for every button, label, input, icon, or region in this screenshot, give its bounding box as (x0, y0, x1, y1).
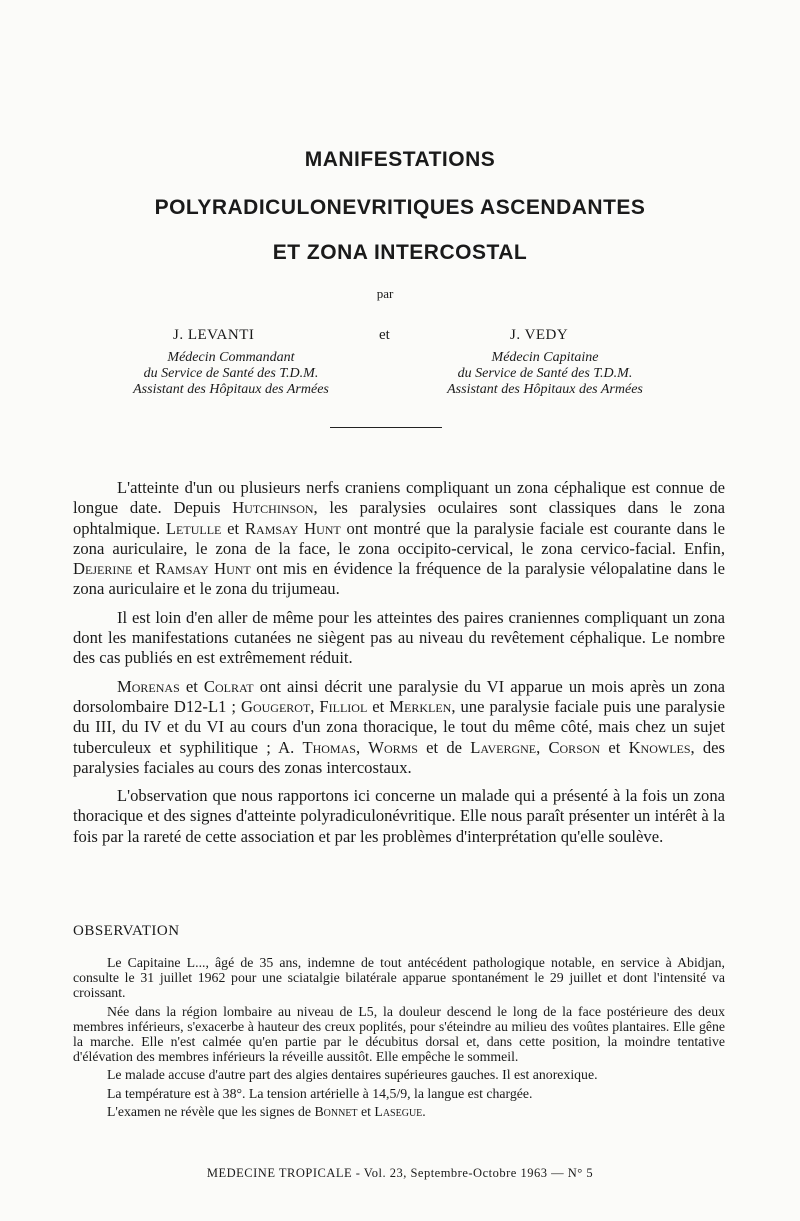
observation-body (73, 955, 725, 1122)
author-2-affiliation-line: Médecin Capitaine (491, 350, 599, 365)
article-body (73, 478, 725, 855)
authors-conjunction: et (379, 327, 390, 343)
author-2-affiliation-line: Assistant des Hôpitaux des Armées (447, 382, 643, 397)
paragraph-3: Morenas et Colrat ont ainsi décrit une paralysie du VI apparue un mois après un zona dorsolombaire D12-L1 ; Gougerot, Filliol et Merklen, une paralysie faciale puis une paralysie du III, du IV et du VI au cours d'un zona thoracique, le tout du même côté, mais chez un sujet tuberculeux et syphilitique ; A. Thomas, Worms et de Lavergne, Corson et Knowles, des paralysies faciales au cours des zonas intercostaux. (73, 676, 726, 777)
by-label: par (376, 286, 394, 301)
paragraph-1: L'atteinte d'un ou plusieurs nerfs craniens compliquant un zona céphalique est connue de longue date. Depuis Hutchinson, les paralysies oculaires sont classiques dans le zona ophtalmique. Letulle et Ramsay Hunt ont montré que la paralysie faciale est courante dans le zona auriculaire, le zona de la face, le zona occipito-cervical, le zona cervico-facial. Enfin, Dejerine et Ramsay Hunt ont mis en évidence la fréquence de la paralysie vélopalatine dans le zona auriculaire et le zona du trijumeau. (73, 478, 726, 599)
author-2-affiliation (410, 350, 680, 398)
author-1-affiliation-line: Assistant des Hôpitaux des Armées (133, 382, 329, 397)
observation-paragraph-3: Le malade accuse d'autre part des algies dentaires supérieures gauches. Il est anorexique. (107, 1067, 598, 1083)
authors-block (0, 323, 800, 413)
title-line-3: ET ZONA INTERCOSTAL (272, 241, 528, 264)
author-1-name: J. LEVANTI (173, 327, 255, 343)
author-2-affiliation-line: du Service de Santé des T.D.M. (457, 366, 633, 381)
observation-paragraph-5: L'examen ne révèle que les signes de Bonnet et Lasegue. (107, 1103, 426, 1119)
author-1-affiliation-line: du Service de Santé des T.D.M. (143, 366, 319, 381)
author-2-name: J. VEDY (510, 327, 569, 343)
paragraph-2: Il est loin d'en aller de même pour les atteintes des paires craniennes compliquant un zona dont les manifestations cutanées ne siègent pas au niveau du revêtement céphalique. Le nombre des cas publiés en est extrêmement réduit. (73, 607, 725, 668)
observation-paragraph-2: Née dans la région lombaire au niveau de L5, la douleur descend le long de la face postérieure des deux membres inférieurs, s'exacerbe à hauteur des creux poplités, pour s'éteindre au milieu des voûtes plantaires. Elle gêne la marche. Elle n'est calmée qu'en partie par le décubitus dorsal et, dans cette position, la moindre tentative d'élévation des membres inférieurs la réveille aussitôt. Elle empêche le sommeil. (73, 1003, 725, 1065)
observation-paragraph-1: Le Capitaine L..., âgé de 35 ans, indemne de tout antécédent pathologique notable, en service à Abidjan, consulte le 31 juillet 1962 pour une sciatalgie bilatérale apparue spontanément le 29 juillet et dont l'intensité va croissant. (73, 955, 725, 1001)
author-1-affiliation-line: Médecin Commandant (167, 350, 295, 365)
title-line-1: MANIFESTATIONS (304, 148, 496, 171)
author-1-affiliation (96, 350, 366, 398)
section-heading-observation: OBSERVATION (73, 923, 180, 939)
title-separator-rule (330, 427, 442, 428)
paragraph-4: L'observation que nous rapportons ici concerne un malade qui a présenté à la fois un zona thoracique et des signes d'atteinte polyradiculonévritique. Elle nous paraît présenter un intérêt à la fois par la rareté de cette association et par les problèmes d'interprétation qu'elle soulève. (73, 786, 725, 846)
observation-paragraph-4: La température est à 38°. La tension artérielle à 14,5/9, la langue est chargée. (107, 1085, 533, 1101)
title-line-2: POLYRADICULONEVRITIQUES ASCENDANTES (154, 196, 646, 219)
journal-footer: MEDECINE TROPICALE - Vol. 23, Septembre-Octobre 1963 — N° 5 (206, 1166, 594, 1180)
